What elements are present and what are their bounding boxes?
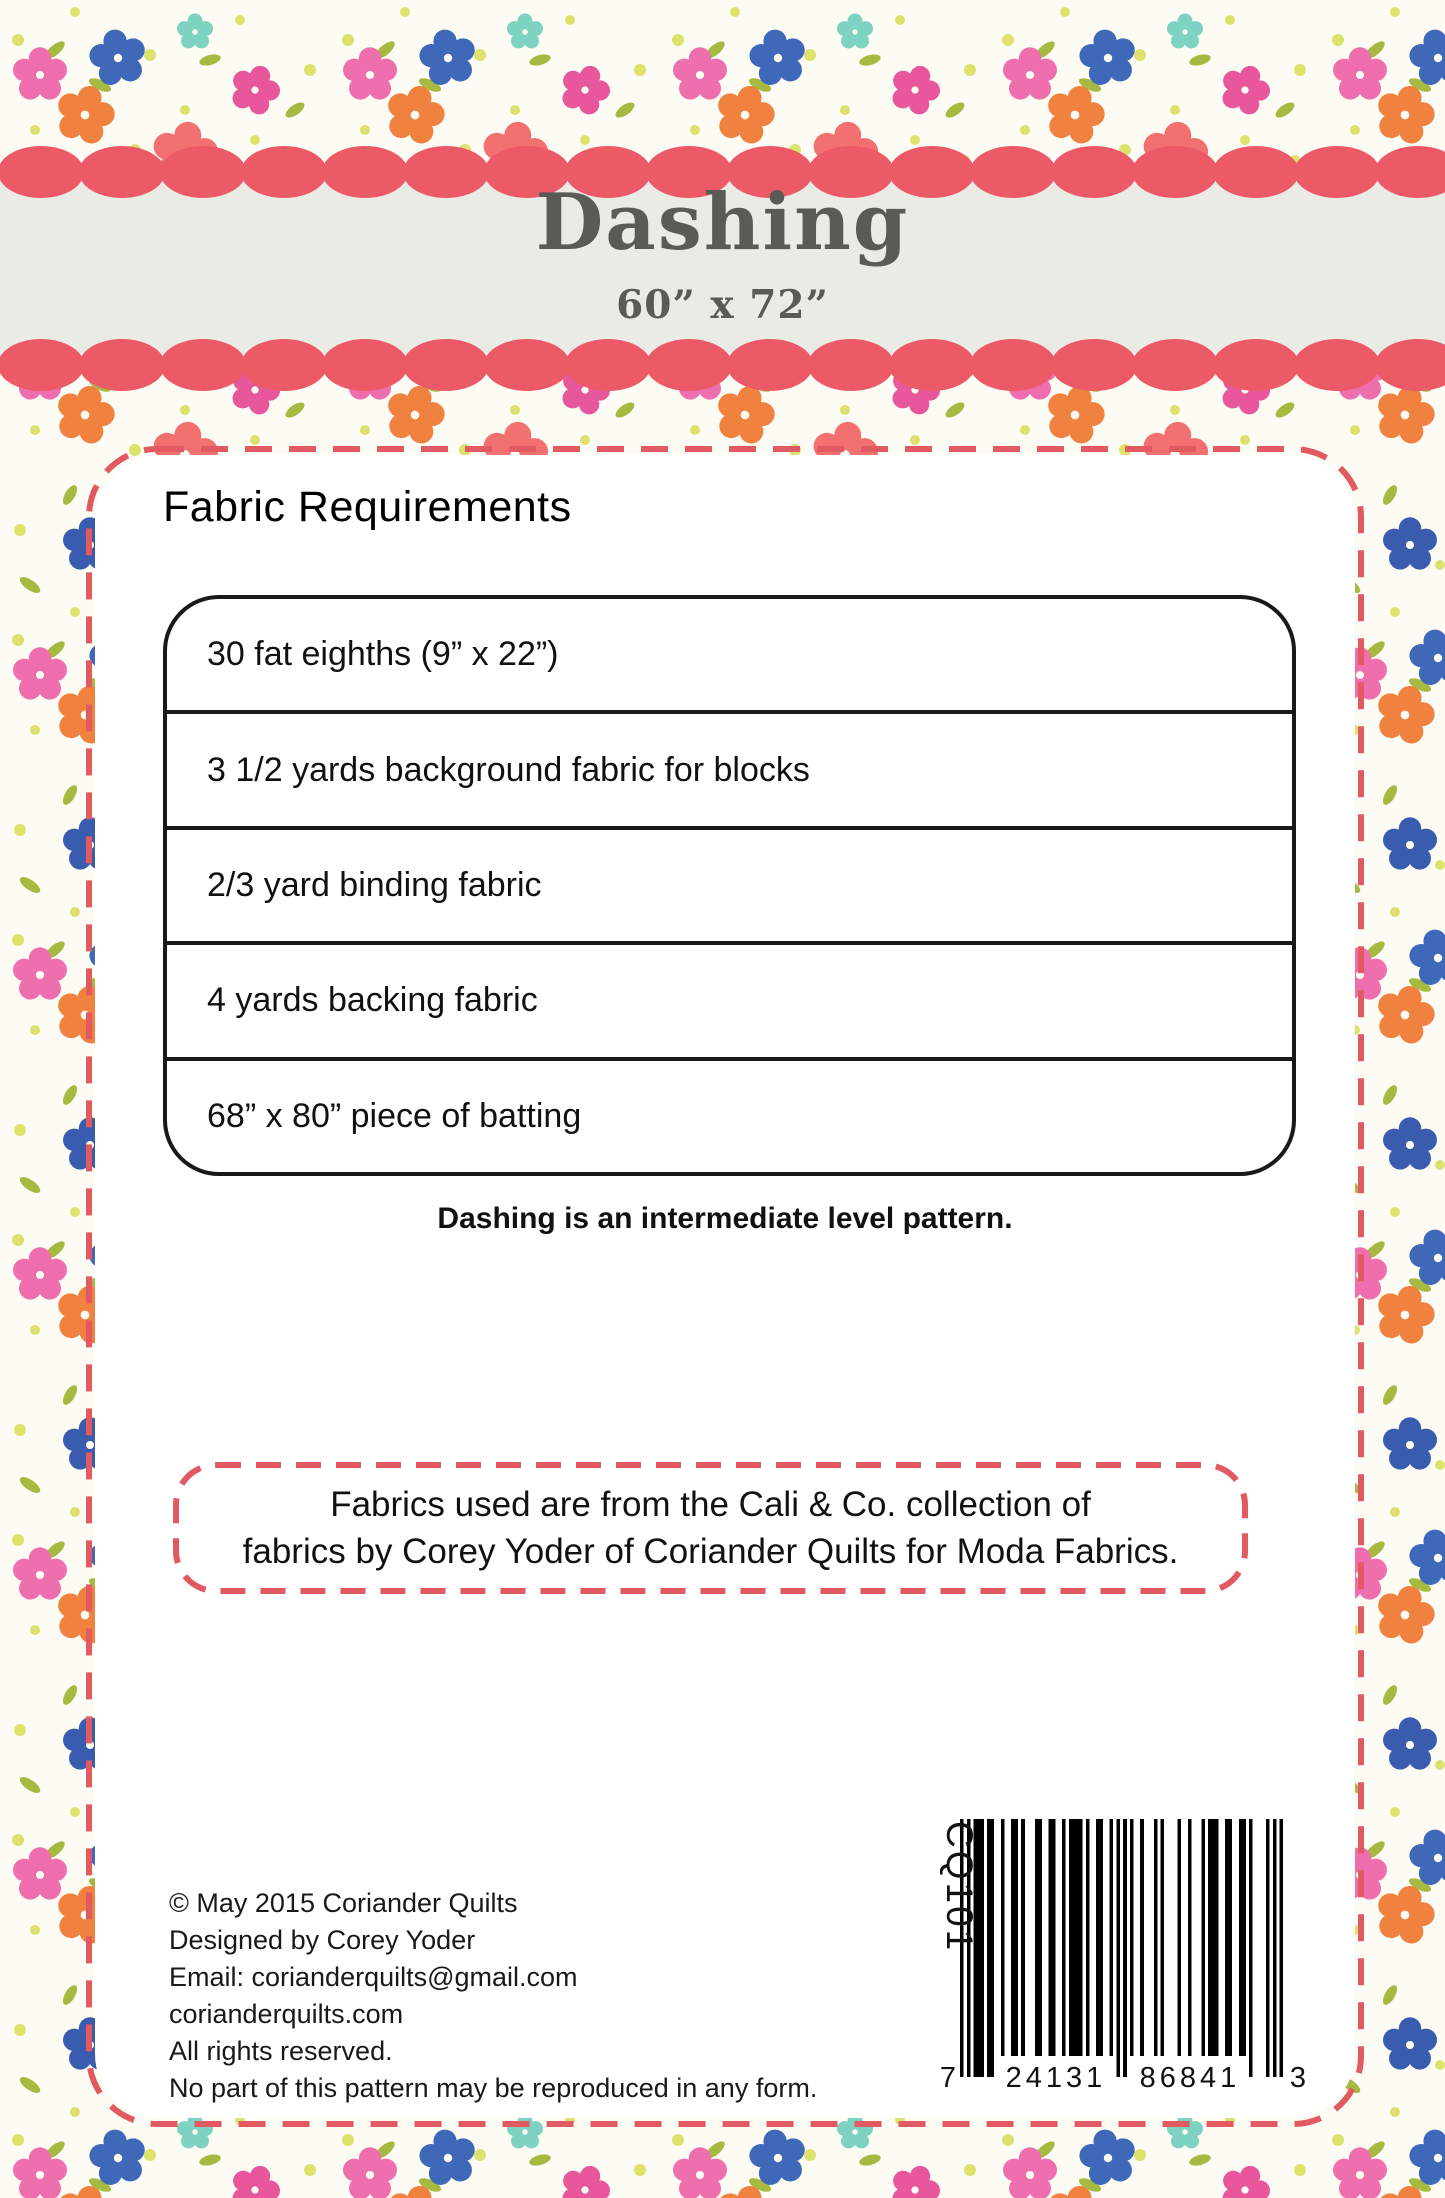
section-heading: Fabric Requirements — [163, 483, 572, 531]
copyright-block — [169, 1885, 817, 2107]
table-row — [167, 1057, 1292, 1172]
level-note: Dashing is an intermediate level pattern. — [437, 1202, 1013, 1235]
barcode-code: CQ101 — [939, 1821, 980, 1954]
fabric-info-line2: fabrics by Corey Yoder of Coriander Quilts for Moda Fabrics. — [242, 1532, 1179, 1571]
page-title: Dashing — [535, 177, 910, 268]
table-row — [167, 941, 1292, 1056]
copyright-line: No part of this pattern may be reproduced in any form. — [169, 2073, 818, 2103]
table-row — [167, 599, 1292, 710]
barcode-digit-lead: 7 — [939, 2062, 957, 2094]
copyright-line: Designed by Corey Yoder — [169, 1925, 476, 1955]
copyright-line: © May 2015 Coriander Quilts — [169, 1888, 518, 1918]
requirement-text: 3 1/2 yards background fabric for blocks — [207, 750, 810, 789]
requirement-text: 2/3 yard binding fabric — [207, 866, 542, 905]
fabric-info-box — [173, 1462, 1248, 1594]
fabric-info-text — [173, 1462, 1248, 1594]
barcode — [900, 1800, 1330, 2100]
barcode-digit-group1: 24131 — [1005, 2062, 1107, 2094]
requirement-text: 68” x 80” piece of batting — [207, 1096, 582, 1135]
barcode-digit-group2: 86841 — [1139, 2062, 1241, 2094]
table-row — [167, 710, 1292, 825]
barcode-bars — [960, 1819, 1283, 2077]
requirements-table — [163, 595, 1296, 1176]
scallop-trim-bottom — [0, 338, 1445, 392]
table-row — [167, 826, 1292, 941]
copyright-line: Email: corianderquilts@gmail.com — [169, 1962, 578, 1992]
quilt-size: 60” x 72” — [616, 282, 829, 328]
requirement-text: 30 fat eighths (9” x 22”) — [207, 635, 559, 674]
barcode-digit-trail: 3 — [1289, 2062, 1307, 2094]
requirement-text: 4 yards backing fabric — [207, 981, 538, 1020]
fabric-info-line1: Fabrics used are from the Cali & Co. collection of — [330, 1485, 1091, 1524]
copyright-line: All rights reserved. — [169, 2036, 393, 2066]
copyright-line: corianderquilts.com — [169, 1999, 404, 2029]
content-panel — [95, 455, 1355, 2118]
